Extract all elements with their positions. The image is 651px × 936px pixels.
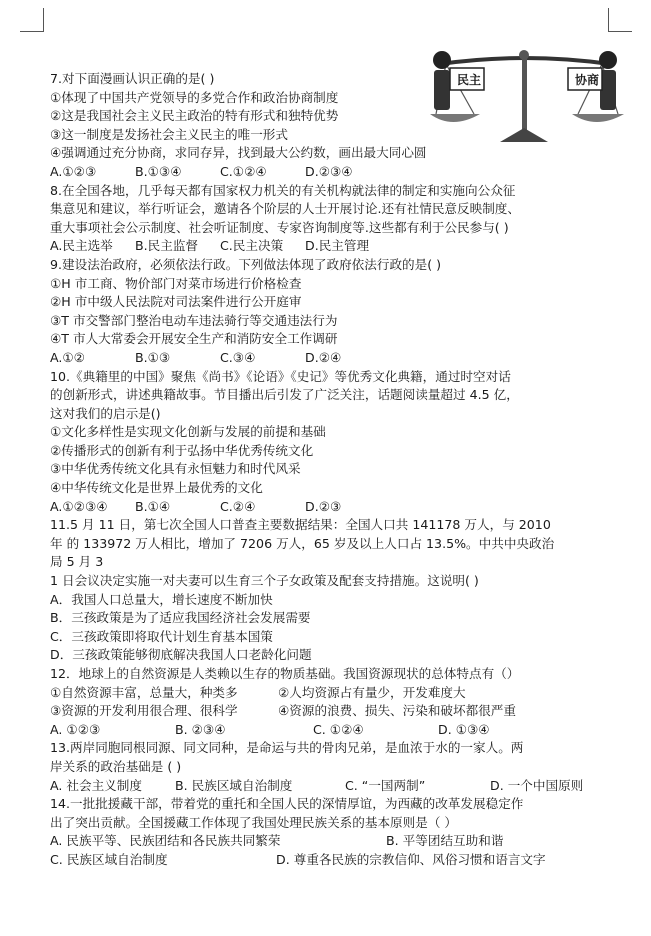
q12-option-d[interactable]: D. ①③④ xyxy=(438,721,490,737)
q14-option-c[interactable]: C. 民族区域自治制度 xyxy=(50,851,168,867)
q10-option-c[interactable]: C.②④ xyxy=(220,498,256,514)
q7-item-1: ①体现了中国共产党领导的多党合作和政治协商制度 xyxy=(50,89,339,105)
q10-line-1: 10.《典籍里的中国》聚焦《尚书》《论语》《史记》等优秀文化典籍，通过时空对话 xyxy=(50,368,511,384)
q10-item-2: ②传播形式的创新有利于弘扬中华优秀传统文化 xyxy=(50,442,314,458)
q7-option-d[interactable]: D.②③④ xyxy=(305,163,353,179)
q13-option-d[interactable]: D. 一个中国原则 xyxy=(490,777,584,793)
question-14 xyxy=(50,795,610,869)
q11-line-4: 1 日会议决定实施一对夫妻可以生育三个子女政策及配套支持措施。这说明( ) xyxy=(50,573,479,589)
q8-line-2: 集意见和建议，举行听证会，邀请各个阶层的人士开展讨论.还有社情民意反映制度、 xyxy=(50,201,520,217)
question-7 xyxy=(50,70,610,182)
crop-mark-left-v xyxy=(43,8,44,32)
q11-option-c[interactable]: C．三孩政策即将取代计划生育基本国策 xyxy=(50,628,273,644)
q14-options-row-2 xyxy=(50,851,610,870)
q12-option-a[interactable]: A. ①②③ xyxy=(50,721,101,737)
exam-page xyxy=(50,70,610,870)
q14-line-1: 14.一批批援藏干部，带着党的重托和全国人民的深情厚谊，为西藏的改革发展稳定作 xyxy=(50,796,524,812)
q14-option-d[interactable]: D. 尊重各民族的宗教信仰、风俗习惯和语言文字 xyxy=(276,851,546,867)
q12-item-2: ②人均资源占有量少，开发难度大 xyxy=(278,684,466,700)
q13-line-2: 岸关系的政治基础是 ( ) xyxy=(50,758,182,774)
q12-items-row-1 xyxy=(50,684,610,703)
crop-mark-right-h xyxy=(608,31,632,32)
q10-options xyxy=(50,498,610,517)
q9-option-c[interactable]: C.③④ xyxy=(220,349,256,365)
q9-options xyxy=(50,349,610,368)
crop-mark-left-h xyxy=(20,31,44,32)
q10-option-b[interactable]: B.①④ xyxy=(135,498,171,514)
q7-options xyxy=(50,163,610,182)
q7-option-c[interactable]: C.①②④ xyxy=(220,163,267,179)
q13-line-1: 13.两岸同胞同根同源、同文同种，是命运与共的骨肉兄弟，是血浓于水的一家人。两 xyxy=(50,740,524,756)
q8-line-1: 8.在全国各地，几乎每天都有国家权力机关的有关机构就法律的制定和实施向公众征 xyxy=(50,182,516,198)
question-12 xyxy=(50,665,610,739)
q13-option-a[interactable]: A. 社会主义制度 xyxy=(50,777,142,793)
q12-option-c[interactable]: C. ①②④ xyxy=(313,721,364,737)
cartoon-left-sign: 民主 xyxy=(456,73,481,87)
q12-options xyxy=(50,721,610,740)
question-10 xyxy=(50,368,610,517)
q9-item-3: ③T 市交警部门整治电动车违法骑行等交通违法行为 xyxy=(50,312,338,328)
q11-line-2: 年 的 133972 万人相比，增加了 7206 万人，65 岁及以上人口占 13.5%。中共中央政治 xyxy=(50,535,555,551)
q8-line-3: 重大事项社会公示制度、社会听证制度、专家咨询制度等.这些都有利于公民参与( ) xyxy=(50,219,509,235)
question-13 xyxy=(50,739,610,795)
q8-option-d[interactable]: D.民主管理 xyxy=(305,238,370,254)
q9-item-1: ①H 市工商、物价部门对菜市场进行价格检查 xyxy=(50,275,302,291)
q10-item-1: ①文化多样性是实现文化创新与发展的前提和基础 xyxy=(50,424,326,440)
q12-item-4: ④资源的浪费、损失、污染和破坏都很严重 xyxy=(278,703,516,719)
q8-option-a[interactable]: A.民主选举 xyxy=(50,238,113,254)
q14-options-row-1 xyxy=(50,832,610,851)
q7-item-2: ②这是我国社会主义民主政治的特有形式和独特优势 xyxy=(50,108,339,124)
crop-mark-right-v xyxy=(608,8,609,32)
q11-option-d[interactable]: D．三孩政策能够彻底解决我国人口老龄化问题 xyxy=(50,647,312,663)
q12-stem: 12．地球上的自然资源是人类赖以生存的物质基础。我国资源现状的总体特点有（） xyxy=(50,666,520,681)
q11-option-a[interactable]: A．我国人口总量大，增长速度不断加快 xyxy=(50,591,273,607)
q12-item-1: ①自然资源丰富，总量大，种类多 xyxy=(50,684,238,700)
q7-stem: 7.对下面漫画认识正确的是( ) xyxy=(50,71,215,86)
q8-options xyxy=(50,237,610,256)
q13-options xyxy=(50,777,610,796)
q12-item-3: ③资源的开发利用很合理、很科学 xyxy=(50,703,238,719)
q8-option-c[interactable]: C.民主决策 xyxy=(220,238,284,254)
question-8 xyxy=(50,182,610,256)
q9-option-b[interactable]: B.①③ xyxy=(135,349,171,365)
q7-option-b[interactable]: B.①③④ xyxy=(135,163,182,179)
q9-option-d[interactable]: D.②④ xyxy=(305,349,342,365)
cartoon-right-sign: 协商 xyxy=(574,73,599,87)
q13-option-c[interactable]: C. “一国两制” xyxy=(345,777,426,793)
q8-option-b[interactable]: B.民主监督 xyxy=(135,238,199,254)
q9-option-a[interactable]: A.①② xyxy=(50,349,85,365)
q9-item-4: ④T 市人大常委会开展安全生产和消防安全工作调研 xyxy=(50,331,338,347)
q9-stem: 9.建设法治政府，必须依法行政。下列做法体现了政府依法行政的是( ) xyxy=(50,256,442,272)
q14-line-2: 出了突出贡献。全国援藏工作体现了我国处理民族关系的基本原则是（ ） xyxy=(50,814,458,830)
q14-option-a[interactable]: A. 民族平等、民族团结和各民族共同繁荣 xyxy=(50,833,281,849)
question-9 xyxy=(50,256,610,368)
q12-option-b[interactable]: B. ②③④ xyxy=(175,721,226,737)
question-11 xyxy=(50,516,610,665)
q9-item-2: ②H 市中级人民法院对司法案件进行公开庭审 xyxy=(50,294,302,310)
q10-item-3: ③中华优秀传统文化具有永恒魅力和时代风采 xyxy=(50,461,301,477)
q7-option-a[interactable]: A.①②③ xyxy=(50,163,97,179)
q7-item-4: ④强调通过充分协商，求同存异，找到最大公约数，画出最大同心圆 xyxy=(50,145,427,161)
q13-option-b[interactable]: B. 民族区域自治制度 xyxy=(175,777,293,793)
q14-option-b[interactable]: B. 平等团结互助和谐 xyxy=(386,833,504,849)
q11-line-1: 11.5 月 11 日，第七次全国人口普查主要数据结果：全国人口共 141178 万人，与 2010 xyxy=(50,517,551,533)
q10-option-a[interactable]: A.①②③④ xyxy=(50,498,108,514)
q10-item-4: ④中华传统文化是世界上最优秀的文化 xyxy=(50,480,263,496)
q12-items-row-2 xyxy=(50,702,610,721)
q11-line-3: 局 5 月 3 xyxy=(50,554,104,570)
q11-option-b[interactable]: B．三孩政策是为了适应我国经济社会发展需要 xyxy=(50,610,311,626)
q10-line-2: 的创新形式，讲述典籍故事。节目播出后引发了广泛关注，话题阅读量超过 4.5 亿， xyxy=(50,387,519,403)
q10-line-3: 这对我们的启示是() xyxy=(50,405,161,421)
q10-option-d[interactable]: D.②③ xyxy=(305,498,342,514)
q7-item-3: ③这一制度是发扬社会主义民主的唯一形式 xyxy=(50,126,288,142)
